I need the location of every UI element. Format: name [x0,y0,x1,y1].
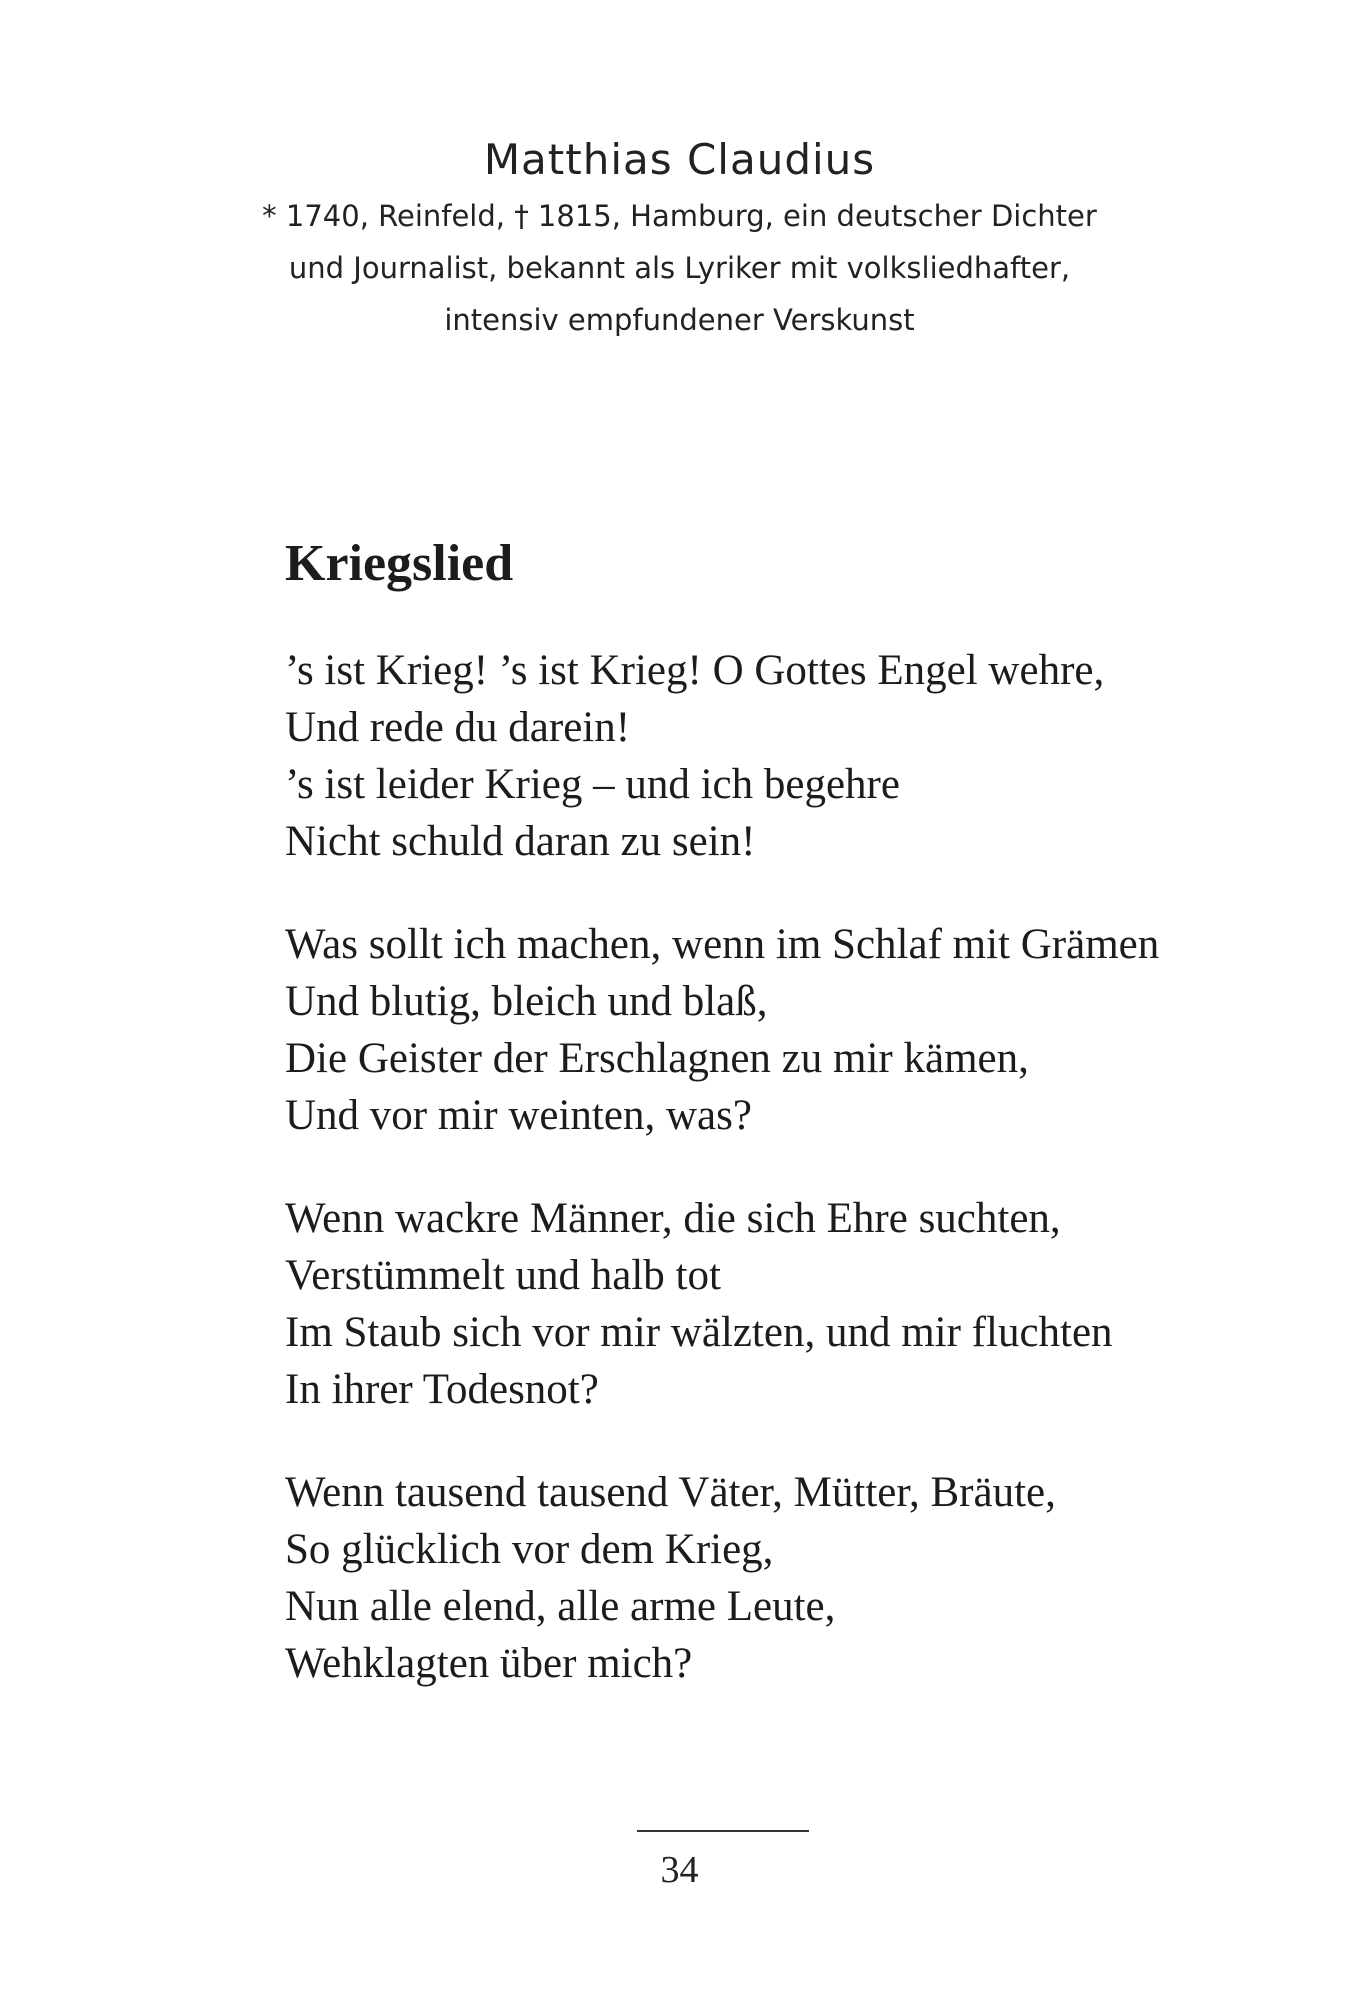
author-description-line: intensiv empfundener Verskunst [444,303,915,337]
verse-line: Im Staub sich vor mir wälzten, und mir fluchten [285,1309,1113,1356]
poem-title: Kriegslied [285,535,514,592]
stanza-4 [285,1464,1285,1692]
stanza-3 [285,1190,1285,1418]
stanza-2 [285,916,1285,1144]
footer-divider [637,1830,809,1832]
page-number: 34 [660,1849,699,1891]
author-description-line: * 1740, Reinfeld, † 1815, Hamburg, ein deutscher Dichter [262,199,1097,233]
verse-line: Verstümmelt und halb tot [285,1252,721,1299]
verse-line: Und blutig, bleich und blaß, [285,978,768,1025]
verse-line: Und vor mir weinten, was? [285,1092,752,1139]
poem [285,532,1285,1738]
verse-line: Nicht schuld daran zu sein! [285,818,756,865]
verse-line: ’s ist leider Krieg – und ich begehre [285,761,900,808]
verse-line: Wenn wackre Männer, die sich Ehre suchten, [285,1195,1061,1242]
verse-line: Die Geister der Erschlagnen zu mir kämen, [285,1035,1029,1082]
stanza-1 [285,642,1285,870]
verse-line: So glücklich vor dem Krieg, [285,1526,774,1573]
verse-line: Wenn tausend tausend Väter, Mütter, Bräute, [285,1469,1056,1516]
verse-line: ’s ist Krieg! ’s ist Krieg! O Gottes Engel wehre, [285,647,1105,694]
verse-line: Nun alle elend, alle arme Leute, [285,1583,836,1630]
author-name: Matthias Claudius [483,135,876,184]
author-header [0,130,1359,346]
verse-line: Und rede du darein! [285,704,631,751]
verse-line: Was sollt ich machen, wenn im Schlaf mit Grämen [285,921,1160,968]
author-description-line: und Journalist, bekannt als Lyriker mit volksliedhafter, [288,251,1071,285]
verse-line: In ihrer Todesnot? [285,1366,599,1413]
verse-line: Wehklagten über mich? [285,1640,693,1687]
